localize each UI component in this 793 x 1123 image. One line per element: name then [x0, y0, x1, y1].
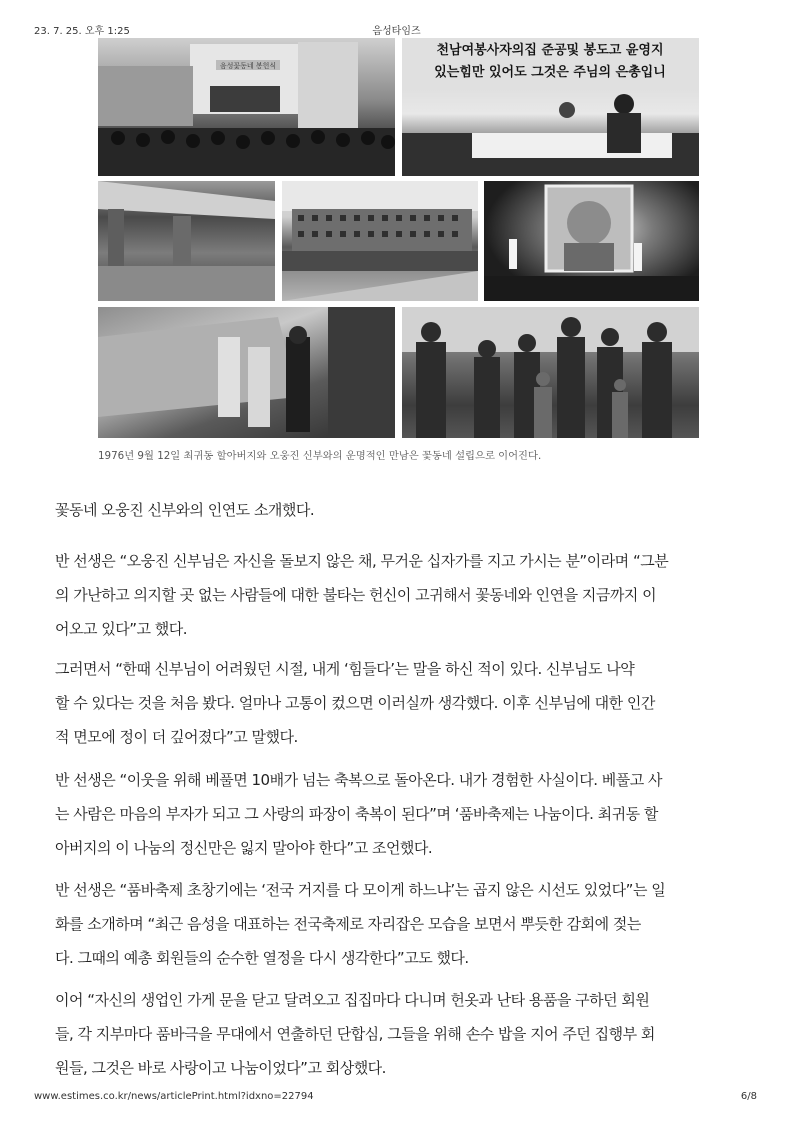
photo-dedication-ceremony-art [98, 38, 395, 176]
text-line: 어오고 있다”고 했다. [55, 620, 187, 638]
photo-facility-building-art [282, 181, 478, 301]
paragraph-1 [55, 493, 739, 527]
text-line: 는 사람은 마음의 부자가 되고 그 사랑의 파장이 축복이 된다”며 ‘품바축제는 나눔이다. 최귀동 할 [55, 805, 658, 823]
article-url: www.estimes.co.kr/news/articlePrint.html?idxno=22794 [34, 1091, 314, 1102]
banner-text-2: 있는힘만 있어도 그것은 주님의 은총입니 [434, 65, 666, 80]
photo-group-people [402, 307, 699, 438]
text-line: 적 면모에 정이 더 깊어졌다”고 말했다. [55, 728, 298, 746]
photo-facility-building [282, 181, 478, 301]
text-line: 화를 소개하며 “최근 음성을 대표하는 전국축제로 자리잡은 모습을 보면서 뿌듯한 감회에 젖는 [55, 915, 641, 933]
photo-under-bridge-art [98, 181, 275, 301]
photo-memorial-portrait [484, 181, 699, 301]
site-title: 음성타임즈 [372, 26, 421, 37]
paragraph-2 [55, 544, 739, 646]
text-line: 들, 각 지부마다 품바극을 무대에서 연출하던 단합심, 그들을 위해 손수 밥을 지어 주던 집행부 회 [55, 1025, 655, 1043]
photo-banner-mass-art [402, 38, 699, 176]
photo-caption: 1976년 9월 12일 최귀동 할아버지와 오웅진 신부와의 운명적인 만남은 꽃동네 설립으로 이어진다. [98, 450, 542, 462]
text-line: 반 선생은 “오웅진 신부님은 자신을 돌보지 않은 채, 무거운 십자가를 지고 가시는 분”이라며 “그분 [55, 552, 669, 570]
paragraph-5 [55, 873, 739, 975]
page-number: 6/8 [740, 1091, 757, 1102]
text-line: 할 수 있다는 것을 처음 봤다. 얼마나 고통이 컸으면 이러실까 생각했다. 이후 신부님에 대한 인간 [55, 694, 655, 712]
text-line: 의 가난하고 의지할 곳 없는 사람들에 대한 불타는 헌신이 고귀해서 꽃동네와 인연을 지금까지 이 [55, 586, 657, 604]
photo-banner-mass [402, 38, 699, 176]
photo-group-people-art [402, 307, 699, 438]
banner-text-1: 천남여봉사자의집 준공및 봉도고 윤영지 [436, 43, 664, 58]
building-sign-text: 음성꽃동네 봉헌식 [219, 62, 277, 70]
photo-memorial-portrait-art [484, 181, 699, 301]
photo-dedication-ceremony [98, 38, 395, 176]
print-datetime: 23. 7. 25. 오후 1:25 [34, 26, 130, 37]
paragraph-4 [55, 763, 739, 865]
photo-tent-shelter-art [98, 307, 395, 438]
text-line: 꽃동네 오웅진 신부와의 인연도 소개했다. [55, 501, 315, 519]
paragraph-6 [55, 983, 739, 1085]
photo-under-bridge [98, 181, 275, 301]
text-line: 다. 그때의 예총 회원들의 순수한 열정을 다시 생각한다”고도 했다. [55, 949, 469, 967]
text-line: 그러면서 “한때 신부님이 어려웠던 시절, 내게 ‘힘들다’는 말을 하신 적이 있다. 신부님도 나약 [55, 660, 635, 678]
text-line: 반 선생은 “품바축제 초창기에는 ‘전국 거지를 다 모이게 하느냐’는 곱지 않은 시선도 있었다”는 일 [55, 881, 666, 899]
text-line: 원들, 그것은 바로 사랑이고 나눔이었다”고 회상했다. [55, 1059, 386, 1077]
text-line: 아버지의 이 나눔의 정신만은 잃지 말아야 한다”고 조언했다. [55, 839, 433, 857]
photo-tent-shelter [98, 307, 395, 438]
paragraph-3 [55, 652, 739, 754]
text-line: 이어 “자신의 생업인 가게 문을 닫고 달려오고 집집마다 다니며 헌옷과 난타 용품을 구하던 회원 [55, 991, 650, 1009]
text-line: 반 선생은 “이웃을 위해 베풀면 10배가 넘는 축복으로 돌아온다. 내가 경험한 사실이다. 베풀고 사 [55, 771, 663, 789]
